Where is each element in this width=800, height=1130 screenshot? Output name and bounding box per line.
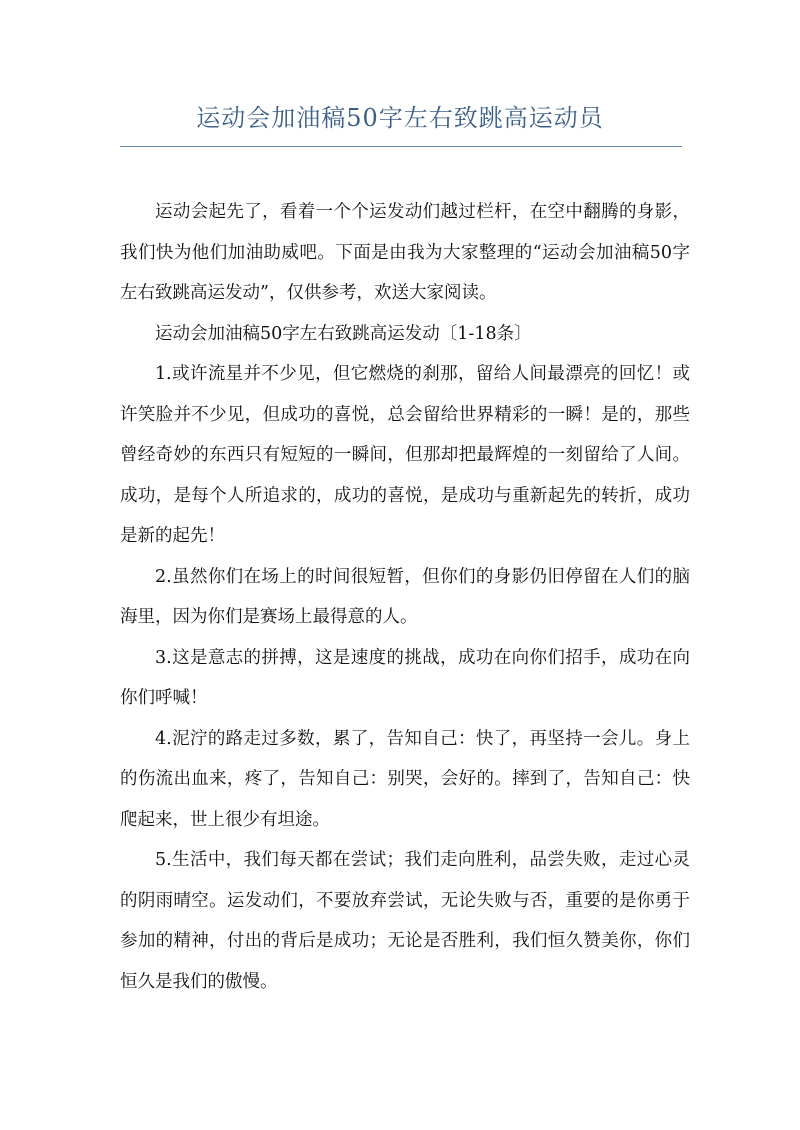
section-heading: 运动会加油稿50字左右致跳高运发动〔1-18条〕 [155, 323, 532, 344]
document-title: 运动会加油稿50字左右致跳高运动员 [196, 104, 604, 132]
document-body [120, 192, 690, 1002]
intro-paragraph: 运动会起先了，看着一个个运发动们越过栏杆，在空中翻腾的身影，我们快为他们加油助威吧。下面是由我为大家整理的“运动会加油稿50字左右致跳高运发动”，仅供参考，欢送大家阅读。 [120, 202, 690, 303]
cheer-item-2: 2.虽然你们在场上的时间很短暂，但你们的身影仍旧停留在人们的脑海里，因为你们是赛场上最得意的人。 [120, 566, 690, 627]
cheer-item-4: 4.泥泞的路走过多数，累了，告知自己：快了，再坚持一会儿。身上的伤流出血来，疼了，告知自己：别哭，会好的。摔到了，告知自己：快爬起来，世上很少有坦途。 [120, 728, 690, 830]
cheer-item-1: 1.或许流星并不少见，但它燃烧的刹那，留给人间最漂亮的回忆！或许笑脸并不少见，但成功的喜悦，总会留给世界精彩的一瞬！是的，那些曾经奇妙的东西只有短短的一瞬间，但那却把最辉煌的一刻留给了人间。成功，是每个人所追求的，成功的喜悦，是成功与重新起先的转折，成功是新的起先！ [120, 364, 690, 546]
title-divider [120, 146, 682, 147]
cheer-item-5: 5.生活中，我们每天都在尝试；我们走向胜利，品尝失败，走过心灵的阴雨晴空。运发动们，不要放弃尝试，无论失败与否，重要的是你勇于参加的精神，付出的背后是成功；无论是否胜利，我们恒久赞美你，你们恒久是我们的傲慢。 [120, 850, 690, 992]
cheer-item-3: 3.这是意志的拼搏，这是速度的挑战，成功在向你们招手，成功在向你们呼喊！ [120, 647, 690, 708]
